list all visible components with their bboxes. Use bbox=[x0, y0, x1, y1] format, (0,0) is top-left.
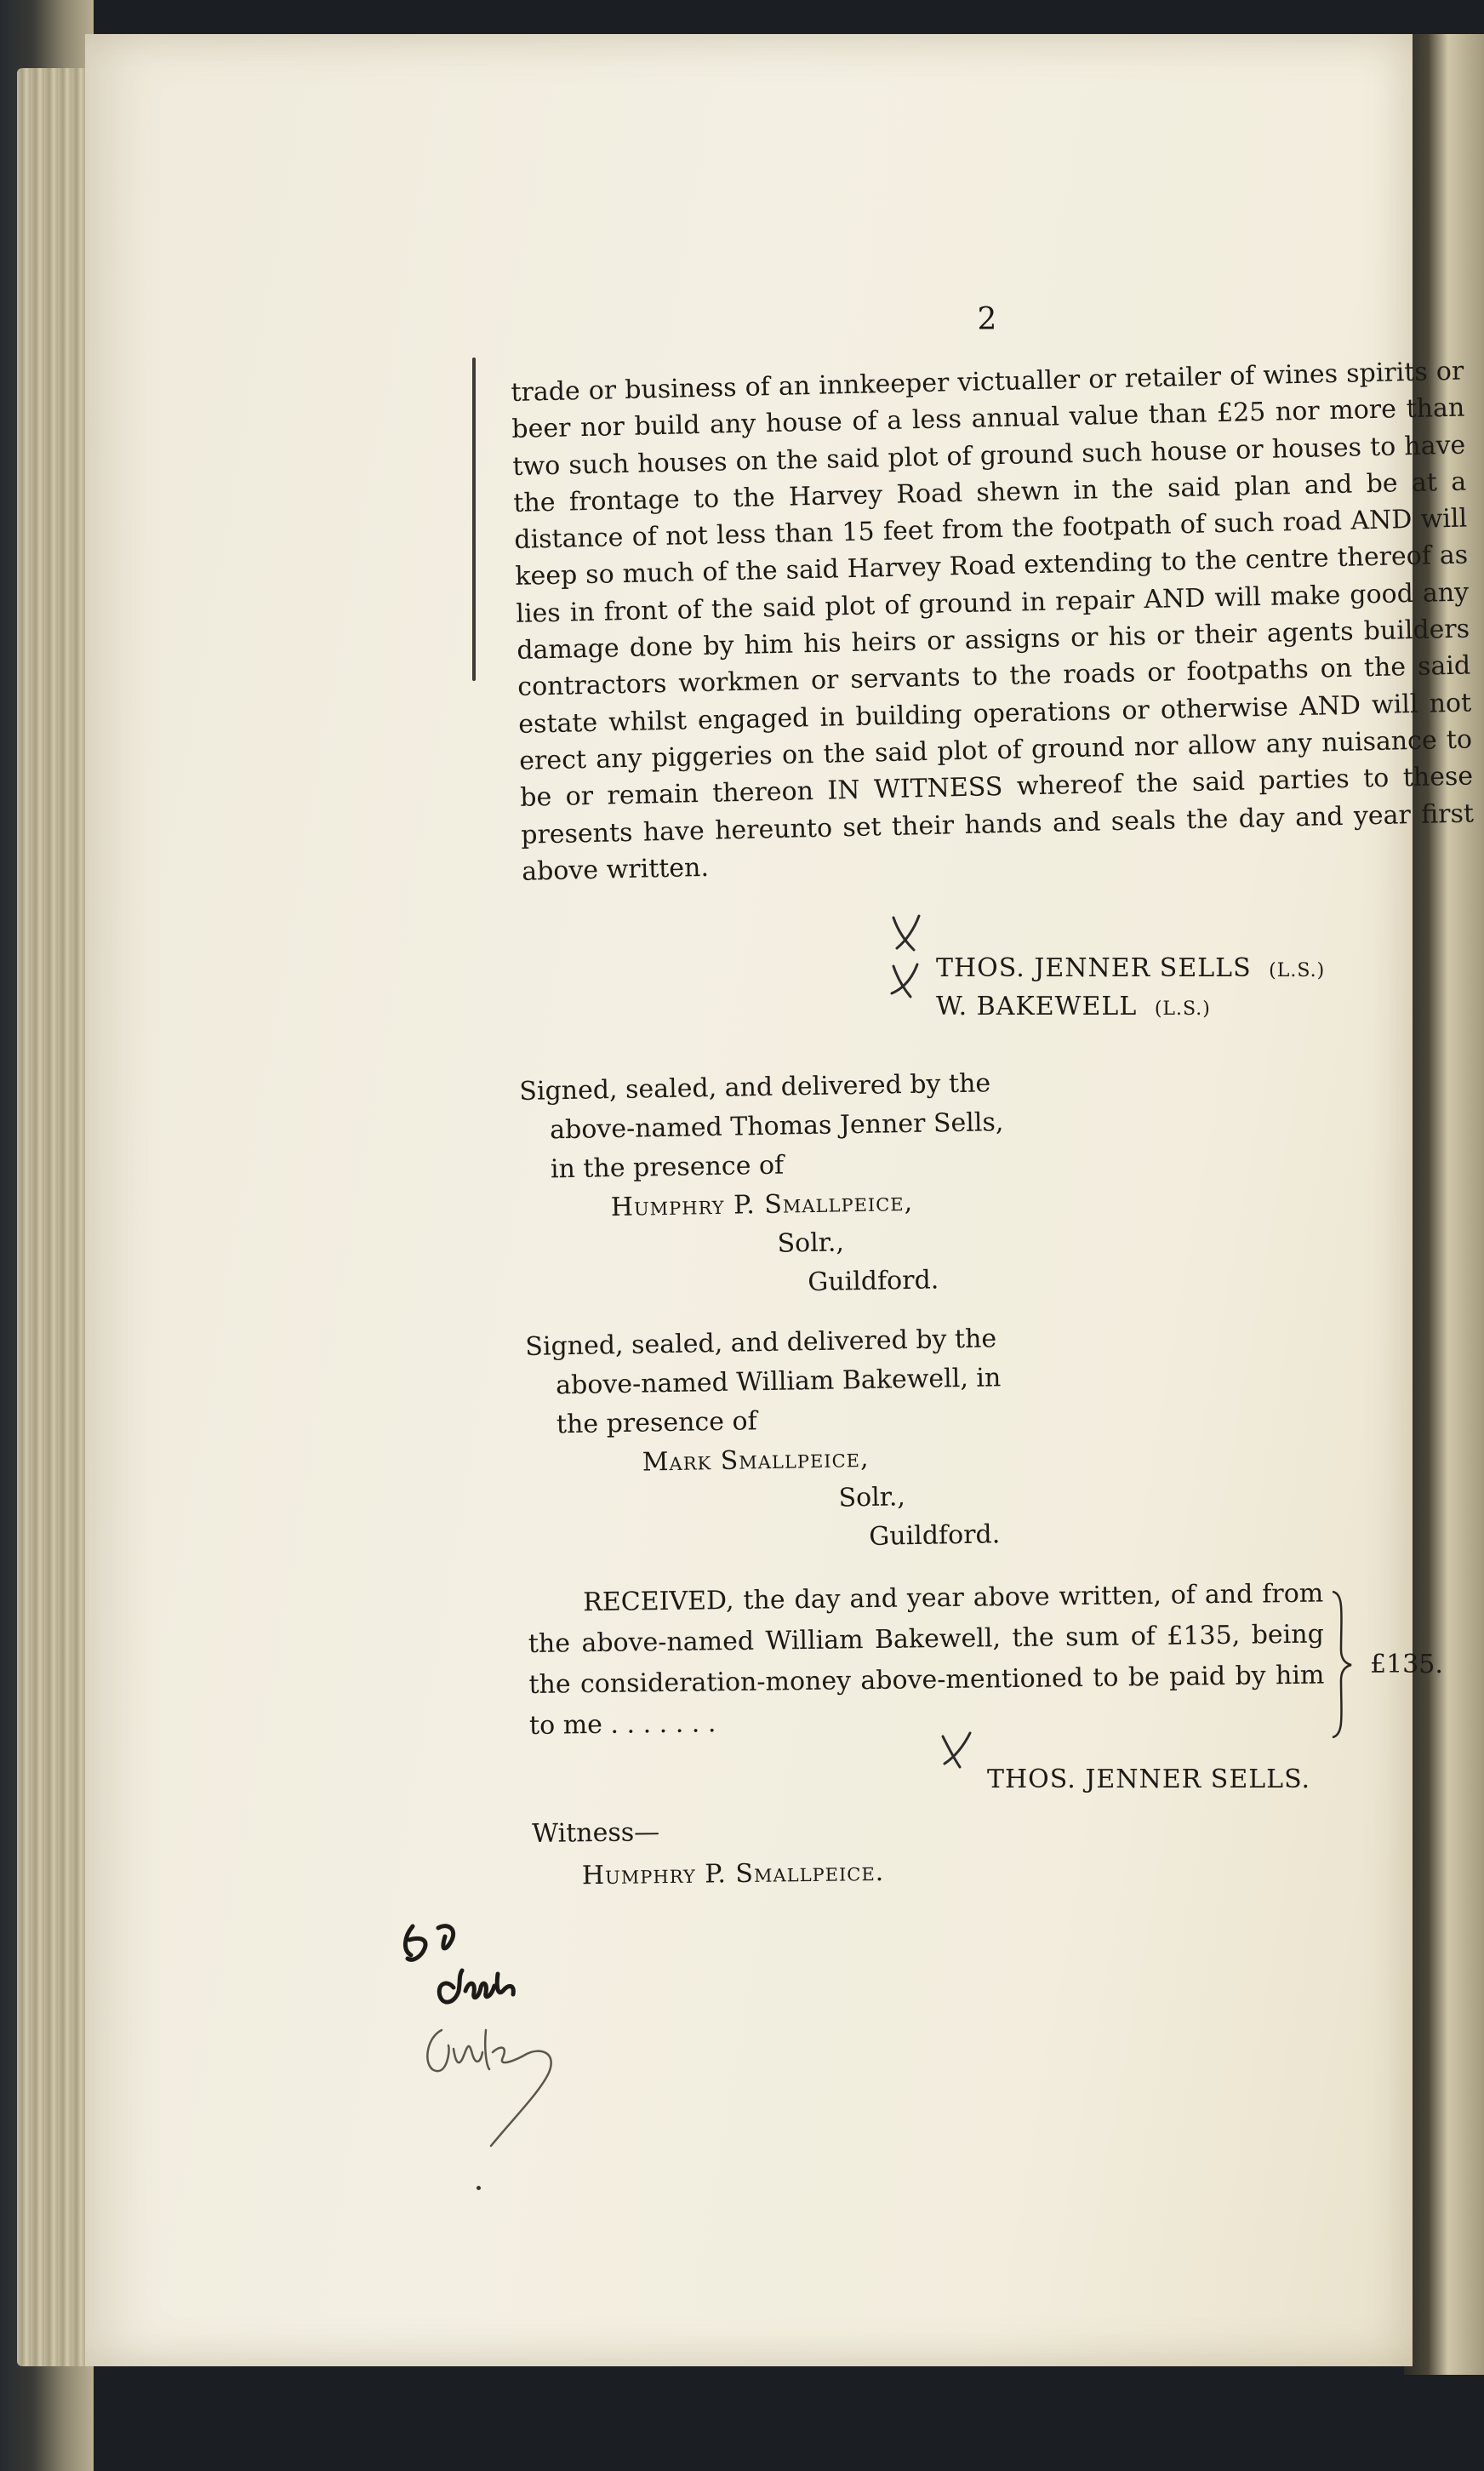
signature-cross-mark-icon bbox=[885, 911, 929, 955]
handwritten-annotation bbox=[387, 1902, 608, 2158]
witness-place: Guildford. bbox=[869, 1519, 1001, 1552]
signatory-name: THOS. JENNER SELLS bbox=[936, 953, 1252, 983]
attestation-line: Signed, sealed, and delivered by the bbox=[519, 1068, 991, 1107]
attestation-line: the presence of bbox=[556, 1406, 757, 1440]
ink-dot bbox=[477, 2186, 481, 2190]
witness-name: Humphry P. Smallpeice, bbox=[610, 1187, 914, 1223]
attestation-line: Signed, sealed, and delivered by the bbox=[525, 1324, 997, 1362]
receipt-signature: THOS. JENNER SELLS. bbox=[987, 1765, 1311, 1794]
curly-brace-icon bbox=[1329, 1590, 1355, 1739]
receipt-amount: £135. bbox=[1370, 1650, 1443, 1679]
attestation-line: above-named William Bakewell, in bbox=[555, 1363, 1002, 1401]
seal-mark: (L.S.) bbox=[1154, 998, 1211, 1020]
witness-name: Mark Smallpeice, bbox=[642, 1443, 870, 1478]
seal-mark: (L.S.) bbox=[1269, 960, 1326, 981]
signatory-name: W. BAKEWELL bbox=[936, 992, 1138, 1021]
witness-label: Witness— bbox=[532, 1817, 660, 1849]
receipt-witness bbox=[532, 1809, 885, 1898]
signature-line bbox=[936, 953, 1325, 983]
witness-name: Humphry P. Smallpeice. bbox=[581, 1856, 885, 1891]
witness-title: Solr., bbox=[838, 1482, 906, 1513]
attestation-clause bbox=[525, 1319, 1004, 1563]
attestation-line: in the presence of bbox=[550, 1150, 785, 1185]
document-page bbox=[85, 34, 1475, 2366]
receipt-paragraph: RECEIVED, the day and year above written, of and from the above-named William Bakewell, the sum of £135, being the consideration-money above-mentioned to be paid by him to me . . . . . . . bbox=[528, 1578, 1325, 1741]
signature-line bbox=[936, 992, 1211, 1021]
margin-pencil-line bbox=[472, 357, 476, 681]
witness-title: Solr., bbox=[777, 1227, 845, 1259]
body-paragraph: trade or business of an innkeeper victualler or retailer of wines spirits or beer nor build any house of a less annual value than £25 nor more than two such houses on the said plot of ground such house or houses to have the frontage to the Harvey Road shewn in the said plan and be at a distance of not less than 15 feet from the footpath of such road AND will keep so much of the said Harvey Road extending to the centre thereof as lies in front of the said plot of ground in repair AND will make good any damage done by him his heirs or assigns or his or their agents builders contractors workmen or servants to the roads or footpaths on the said estate whilst engaged in building operations or otherwise AND will not erect any piggeries on the said plot of ground nor allow any nuisance to be or remain thereon IN WITNESS whereof the said parties to these presents have hereunto set their hands and seals the day and year first above written. bbox=[511, 356, 1475, 887]
signature-cross-mark-icon bbox=[883, 958, 928, 1002]
page-number: 2 bbox=[977, 302, 997, 337]
attestation-clause bbox=[519, 1064, 1007, 1307]
signature-cross-mark-icon bbox=[934, 1728, 979, 1772]
witness-place: Guildford. bbox=[808, 1265, 939, 1298]
attestation-line: above-named Thomas Jenner Sells, bbox=[549, 1107, 1004, 1146]
